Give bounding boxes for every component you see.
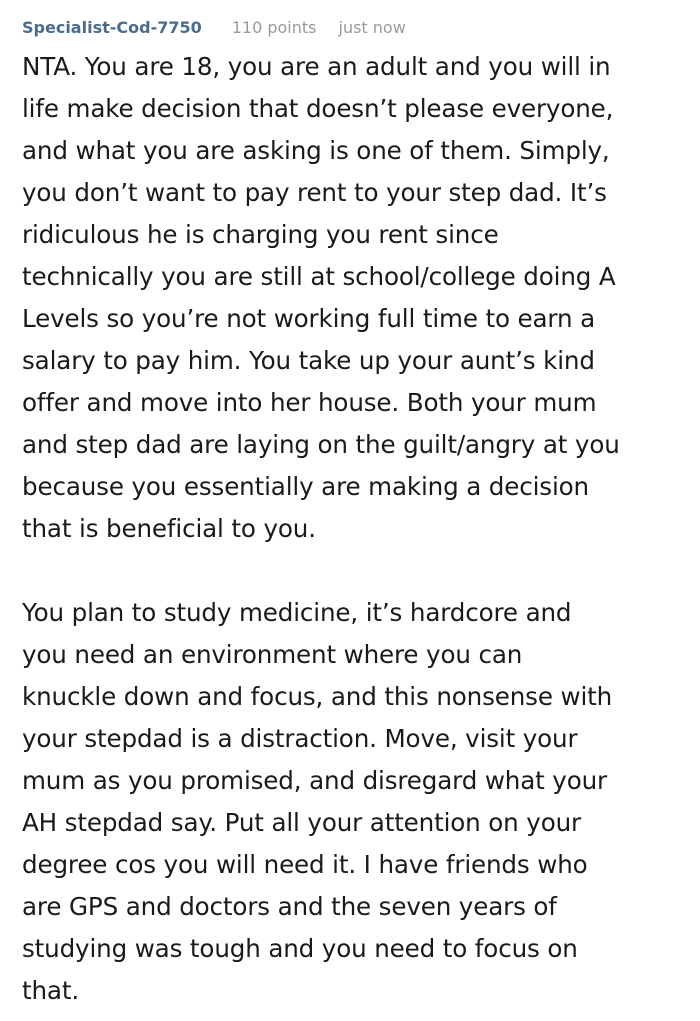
comment-line: ridiculous he is charging you rent since	[22, 220, 499, 249]
comment-line: and step dad are laying on the guilt/angry at you	[22, 430, 620, 459]
comment-paragraph	[22, 592, 680, 1012]
comment-line: salary to pay him. You take up your aunt’s kind	[22, 346, 595, 375]
comment-line: NTA. You are 18, you are an adult and you will in	[22, 52, 611, 81]
comment-line: are GPS and doctors and the seven years of	[22, 892, 557, 921]
comment-line: because you essentially are making a decision	[22, 472, 589, 501]
comment-line: technically you are still at school/college doing A	[22, 262, 616, 291]
comment-line: knuckle down and focus, and this nonsense with	[22, 682, 613, 711]
comment-line: degree cos you will need it. I have friends who	[22, 850, 588, 879]
paragraph-gap	[22, 550, 680, 592]
comment-line: your stepdad is a distraction. Move, visit your	[22, 724, 578, 753]
comment-meta	[22, 18, 680, 44]
comment-points: 110 points	[231, 18, 317, 37]
comment-line: you don’t want to pay rent to your step dad. It’s	[22, 178, 607, 207]
comment-line: AH stepdad say. Put all your attention on your	[22, 808, 581, 837]
comment-line: studying was tough and you need to focus on	[22, 934, 578, 963]
comment-paragraph	[22, 46, 680, 550]
comment-line: mum as you promised, and disregard what your	[22, 766, 608, 795]
comment-line: Levels so you’re not working full time to earn a	[22, 304, 595, 333]
comment-line: you need an environment where you can	[22, 640, 523, 669]
comment-author-link[interactable]: Specialist-Cod-7750	[22, 18, 202, 37]
comment-body	[22, 46, 680, 1012]
comment-line: You plan to study medicine, it’s hardcore and	[22, 598, 572, 627]
comment-line: and what you are asking is one of them. Simply,	[22, 136, 610, 165]
comment-line: that is beneficial to you.	[22, 514, 316, 543]
comment-line: offer and move into her house. Both your mum	[22, 388, 597, 417]
comment-line: that.	[22, 976, 80, 1005]
comment-line: life make decision that doesn’t please everyone,	[22, 94, 614, 123]
comment-timestamp: just now	[338, 18, 406, 37]
